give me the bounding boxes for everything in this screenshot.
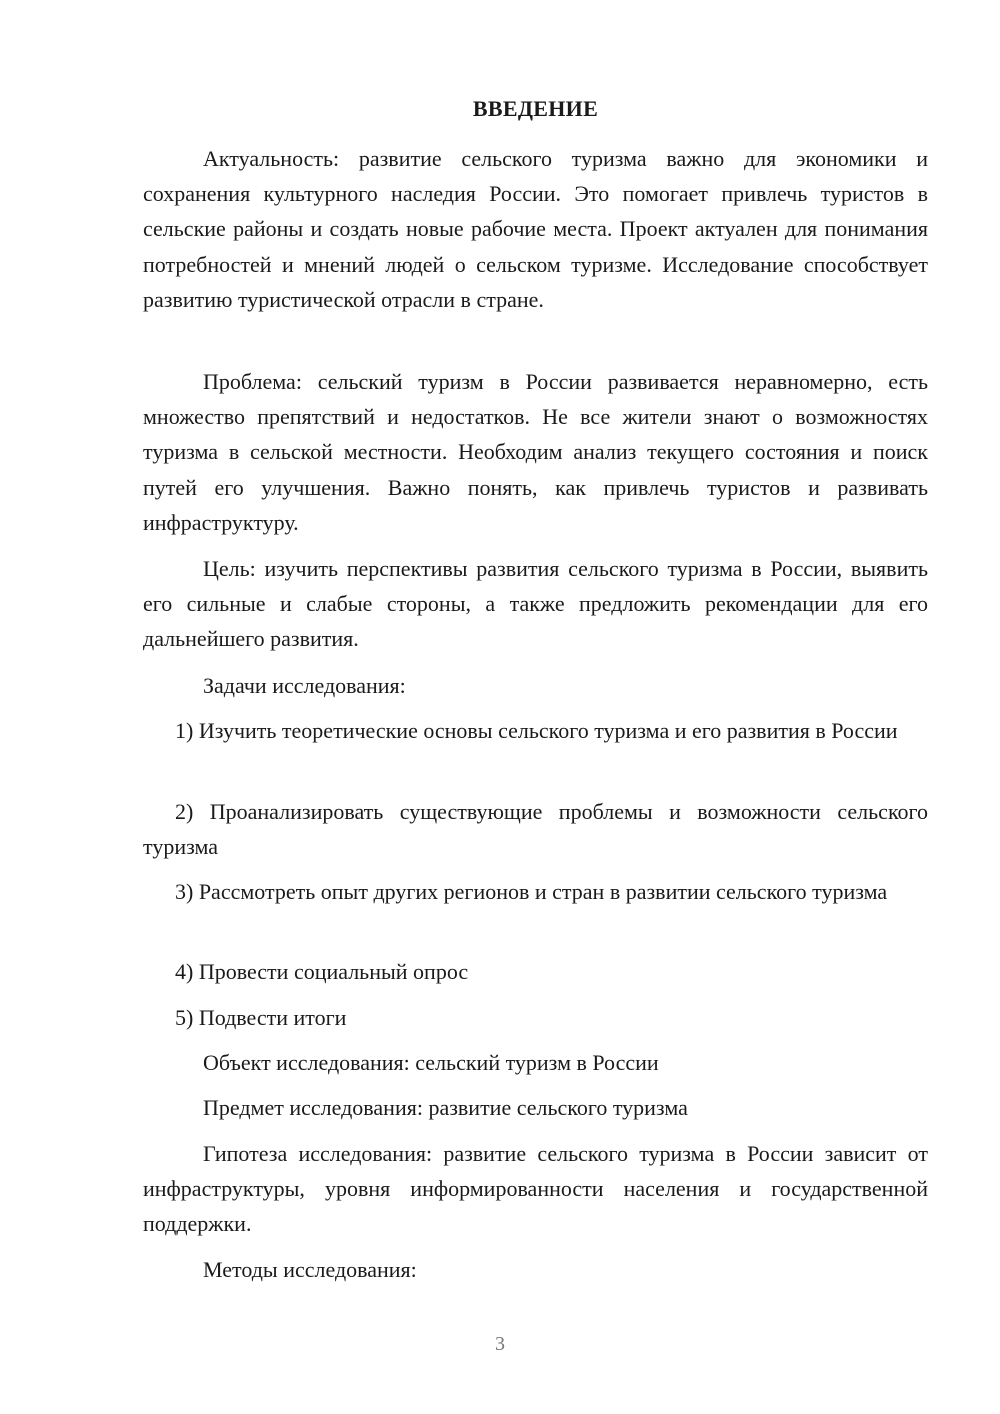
hypothesis-paragraph: Гипотеза исследования: развитие сельского туризма в России зависит от инфраструктуры, уровня информированности населения и государственной поддержки. xyxy=(143,1141,928,1237)
page-number: 3 xyxy=(495,1333,505,1355)
task-item-1: 1) Изучить теоретические основы сельского туризма и его развития в России xyxy=(175,718,898,743)
problem-paragraph: Проблема: сельский туризм в России развивается неравномерно, есть множество препятствий и недостатков. Не все жители знают о возможностях туризма в сельской местности. Необходим анализ текущего состояния и поиск путей его улучшения. Важно понять, как привлечь туристов и развивать инфраструктуру. xyxy=(143,369,928,535)
task-item-5: 5) Подвести итоги xyxy=(175,1005,347,1030)
methods-heading: Методы исследования: xyxy=(203,1257,417,1282)
goal-paragraph: Цель: изучить перспективы развития сельского туризма в России, выявить его сильные и слабые стороны, а также предложить рекомендации для его дальнейшего развития. xyxy=(143,556,928,652)
task-item-2: 2) Проанализировать существующие проблемы и возможности сельского туризма xyxy=(143,799,928,860)
relevance-paragraph: Актуальность: развитие сельского туризма важно для экономики и сохранения культурного наследия России. Это помогает привлечь туристов в сельские районы и создать новые рабочие места. Проект актуален для понимания потребностей и мнений людей о сельском туризме. Исследование способствует развитию туристической отрасли в стране. xyxy=(143,146,928,312)
object-paragraph: Объект исследования: сельский туризм в России xyxy=(203,1050,659,1075)
subject-paragraph: Предмет исследования: развитие сельского туризма xyxy=(203,1095,688,1120)
task-item-3: 3) Рассмотреть опыт других регионов и стран в развитии сельского туризма xyxy=(175,879,888,904)
document-title: ВВЕДЕНИЕ xyxy=(472,96,599,121)
tasks-heading: Задачи исследования: xyxy=(203,673,406,698)
task-item-4: 4) Провести социальный опрос xyxy=(175,959,469,984)
